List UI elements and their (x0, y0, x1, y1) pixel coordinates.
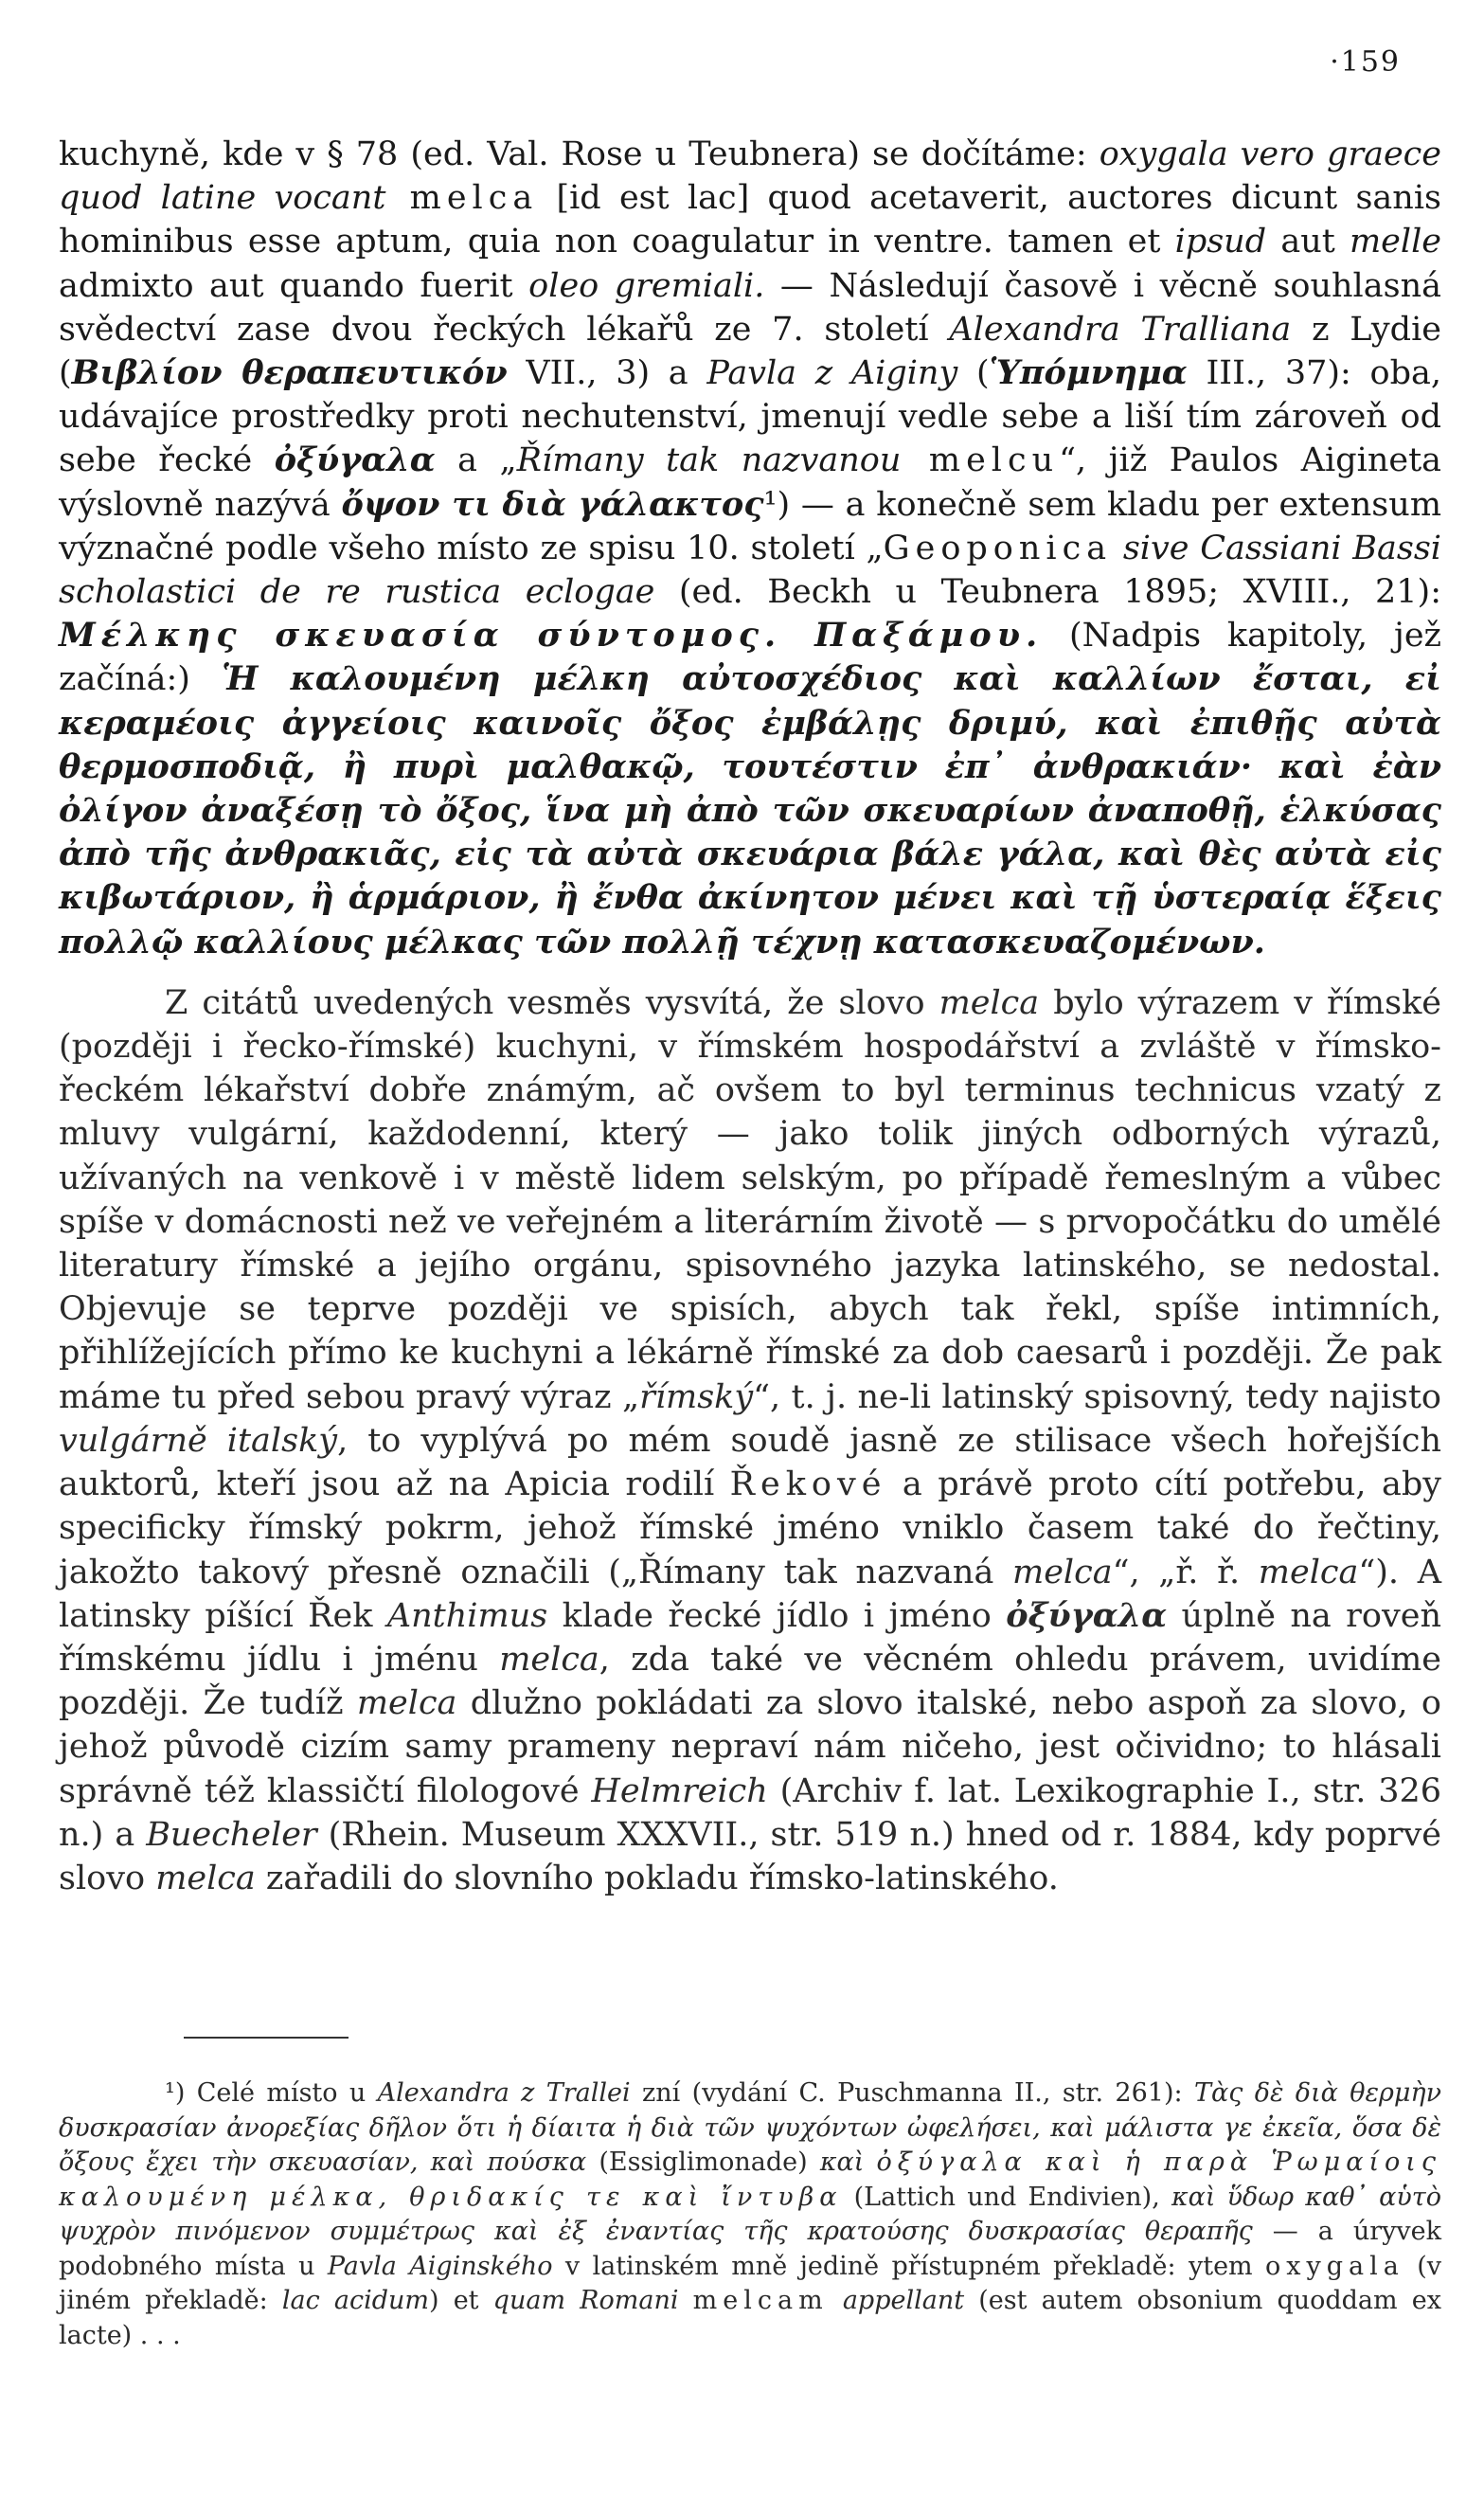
footnote-divider (184, 2037, 349, 2039)
footnote-run: Pavla Aiginského (327, 2251, 553, 2281)
footnote-run: Τὰς δὲ διὰ θερμὴν δυσκρασίαν ἀνορεξίας δῆλον ὅτι ἡ δίαιτα ἡ διὰ τῶν ψυχόντων ὠφελήσει, καὶ μάλιστα γε ἐκεῖα, ὅσα δὲ ὄξους ἔχει τὴν σκευασίαν, καὶ πούσκα (59, 2078, 1442, 2177)
para1-run: “, již Paulos Aigineta výslovně nazývá (59, 441, 1442, 524)
para1-run: — Následují časově i věcně souhlasná svědectví zase dvou řeckých lékařů ze 7. století (59, 266, 1441, 349)
paragraph-2 (59, 981, 1441, 1900)
para2-run: vulgárně italský (59, 1421, 338, 1460)
para2-run: ὀξύγαλα (1006, 1595, 1168, 1635)
footnote-run (679, 2286, 693, 2315)
para1-run: (Nadpis kapitoly, jež začíná:) (59, 617, 1441, 699)
para1-run: [id est lac] quod acetaverit, auctores dicunt sanis hominibus esse aptum, quia non coagulatur in ventre. tamen et (59, 179, 1441, 261)
para1-run: a „ (435, 441, 517, 480)
para1-run: Ἡ καλουμένη μέλκη αὐτοσχέδιος καὶ καλλίων ἔσται, εἰ κεραμέοις ἀγγείοις καινοῖς ὄξος ἐμβάλῃς δριμύ, καὶ ἐπιθῇς αὐτὰ θερμοσποδιᾷ, ἢ πυρὶ μαλθακῷ, τουτέστιν ἐπ᾽ ἀνθρακιάν· καὶ ἐὰν ὀλίγον ἀναξέσῃ τὸ ὄξος, ἵνα μὴ ἀπὸ τῶν σκευαρίων ἀναποθῇ, ἑλκύσας ἀπὸ τῆς ἀνθρακιᾶς, εἰς τὰ αὐτὰ σκευάρια βάλε γάλα, καὶ θὲς αὐτὰ εἰς κιβωτάριον, ἢ ἁρμάριον, ἢ ἔνθα ἀκίνητον μένει καὶ τῇ ὑστεραίᾳ ἕξεις πολλῷ καλλίους μέλκας τῶν πολλῇ τέχνῃ κατασκευαζομένων. (59, 659, 1441, 961)
para1-run: Βιβλίον θεραπευτικόν (71, 353, 508, 393)
para2-run: melca (499, 1640, 599, 1679)
main-text (59, 133, 1441, 1900)
footnotes (59, 2076, 1441, 2353)
footnote-run: zní (vydání C. Puschmanna II., str. 261): (630, 2078, 1194, 2108)
para1-run: Μέλκης σκευασία σύντομος. Παξάμου. (59, 616, 1044, 656)
para2-run: melca (155, 1859, 256, 1897)
para2-run: “, „ř. ř. (1112, 1553, 1259, 1591)
para2-run: (Archiv f. lat. Lexikographie I., str. 326 n.) a (59, 1771, 1441, 1854)
para1-run: Geoponica (883, 529, 1113, 567)
para1-run: ὄψον τι διὰ γάλακτος (341, 484, 764, 524)
footnote-run: v latinském mně jedině přístupném překladě: ytem (552, 2251, 1266, 2281)
para1-run: Ὑπόμνημα (989, 353, 1188, 393)
para2-run: Z citátů uvedených vesměs vysvítá, že slovo (165, 983, 939, 1022)
para2-run: (Rhein. Museum XXXVII., str. 519 n.) hned od r. 1884, kdy poprvé slovo (59, 1815, 1441, 1897)
para2-run: Anthimus (386, 1596, 548, 1635)
para2-run: římský (639, 1377, 754, 1416)
footnote-run: ¹) Celé místo u (165, 2078, 378, 2108)
footnote-run: appellant (842, 2286, 965, 2315)
para1-run: melle (1349, 223, 1441, 261)
para1-run: admixto aut quando fuerit (59, 266, 529, 305)
para2-run: melca (356, 1684, 457, 1723)
footnote-run: καὶ (819, 2148, 865, 2177)
para2-run: melca (1258, 1553, 1359, 1591)
footnote-run: (est autem obsonium quoddam ex lacte) . . . (59, 2286, 1441, 2350)
para2-run: bylo výrazem v římské (později i řecko-římské) kuchyni, v římském hospodářství a zvláště v římsko-řeckém lékařství dobře známým, ač ovšem to byl terminus technicus vzatý z mluvy vulgární, každodenní, který — jako tolik jiných odborných výrazů, užívaných na venkově i v městě lidem selským, po případě řemeslným a vůbec spíše v domácnosti než ve veřejném a literárním životě — s prvopočátku do umělé literatury římské a jejího orgánu, spisovného jazyka latinského, se nedostal. Objevuje se teprve později ve spisích, abych tak řekl, spíše intimních, přihlížejících přímo ke kuchyni a lékárně římské za dob caesarů i později. Že pak máme tu před sebou pravý výraz „ (59, 983, 1441, 1416)
para2-run: melca (1012, 1553, 1113, 1591)
para2-run: “). A latinsky píšící Řek (59, 1553, 1442, 1635)
footnote-run: melcam (692, 2286, 829, 2315)
para1-run: oleo gremiali. (528, 266, 765, 305)
footnote-run (829, 2286, 843, 2315)
para1-run: (ed. Beckh u Teubnera 1895; XVIII., 21): (654, 573, 1442, 612)
para2-run: Buecheler (146, 1815, 317, 1854)
page-number: ·159 (1330, 45, 1401, 79)
para1-run: oxygala vero graece quod latine vocant (59, 135, 1441, 218)
footnote-run: (Lattich und Endivien), (842, 2182, 1171, 2212)
footnote-run: oxygala (1265, 2251, 1404, 2281)
para1-run: ipsud (1174, 223, 1267, 261)
paragraph-1 (59, 133, 1441, 964)
footnote-run: (v jiném překladě: (59, 2251, 1442, 2315)
footnote-run: — a úryvek podobného místa u (59, 2217, 1441, 2281)
para1-run: melca (385, 179, 539, 218)
para1-run: Pavla z Aiginy (706, 354, 958, 393)
para1-run: III., 37): oba, udávajíce prostředky proti nechutenství, jmenují vedle sebe a liší tím zároveň od sebe řecké (59, 354, 1441, 480)
para2-run: Helmreich (591, 1771, 768, 1810)
footnote-run: Alexandra z Trallei (377, 2078, 631, 2108)
footnote-run: (Essiglimonade) (586, 2148, 820, 2177)
para1-run: kuchyně, kde v § 78 (ed. Val. Rose u Teubnera) se dočítáme: (59, 135, 1100, 173)
para1-run: ὀξύγαλα (274, 440, 436, 480)
footnote-run: quam Romani (492, 2286, 679, 2315)
para1-run: Alexandra Tralliana (949, 310, 1292, 349)
footnote-1 (59, 2076, 1441, 2353)
para1-run: ( (957, 354, 990, 393)
para1-run: VII., 3) a (507, 354, 707, 393)
para1-run (1112, 530, 1123, 567)
para2-run: a právě proto cítí potřebu, aby specificky římský pokrm, jehož římské jméno vniklo časem také do řečtiny, jakožto takový přesně označili („Římany tak nazvaná (59, 1465, 1441, 1591)
para1-run: ¹) — a konečně sem kladu per extensum význačné podle všeho místo ze spisu 10. století „ (59, 485, 1442, 567)
para2-run: melca (939, 983, 1040, 1022)
para1-run: sive Cassiani Bassi scholastici de re rustica eclogae (59, 529, 1441, 612)
footnote-run: καὶ ὕδωρ καθ᾽ αὑτὸ ψυχρὸν πινόμενον συμμέτρως καὶ ἐξ ἐναντίας τῆς κρατούσης δυσκρασίας θεραπῆς (59, 2182, 1441, 2246)
para2-run: “, t. j. ne-li latinský spisovný, tedy najisto (753, 1377, 1441, 1416)
para1-run: Římany tak nazvanou (516, 441, 902, 480)
para2-run: úplně na roveň římskému jídlu i jménu (59, 1596, 1441, 1679)
para1-run: melcu (901, 441, 1060, 480)
footnote-run: ) et (429, 2286, 493, 2315)
para2-run: Řekové (729, 1465, 887, 1504)
para2-run: , zda také ve věcném ohledu právem, uvidíme později. Že tudíž (59, 1640, 1441, 1723)
para2-run: dlužno pokládati za slovo italské, nebo aspoň za slovo, o jehož původě cizím samy prameny nepraví nám ničeho, jest očividno; to hlásali správně též klassičtí filologové (59, 1684, 1441, 1810)
para2-run: klade řecké jídlo i jméno (547, 1596, 1007, 1635)
para1-run: aut (1266, 223, 1350, 261)
footnote-run: lac acidum (281, 2286, 430, 2315)
para2-run: , to vyplývá po mém soudě jasně ze stilisace všech hořejších auktorů, kteří jsou až na Apicia rodilí (59, 1421, 1441, 1504)
para1-run: z Lydie ( (59, 310, 1441, 393)
para2-run: zařadili do slovního pokladu římsko-latinského. (255, 1859, 1059, 1897)
footnote-run (864, 2148, 876, 2177)
footnote-run: ὀξύγαλα καὶ ἡ παρὰ Ῥωμαίοις καλουμένη μέλκα, θριδακίς τε καὶ ἴντυβα (59, 2148, 1441, 2212)
